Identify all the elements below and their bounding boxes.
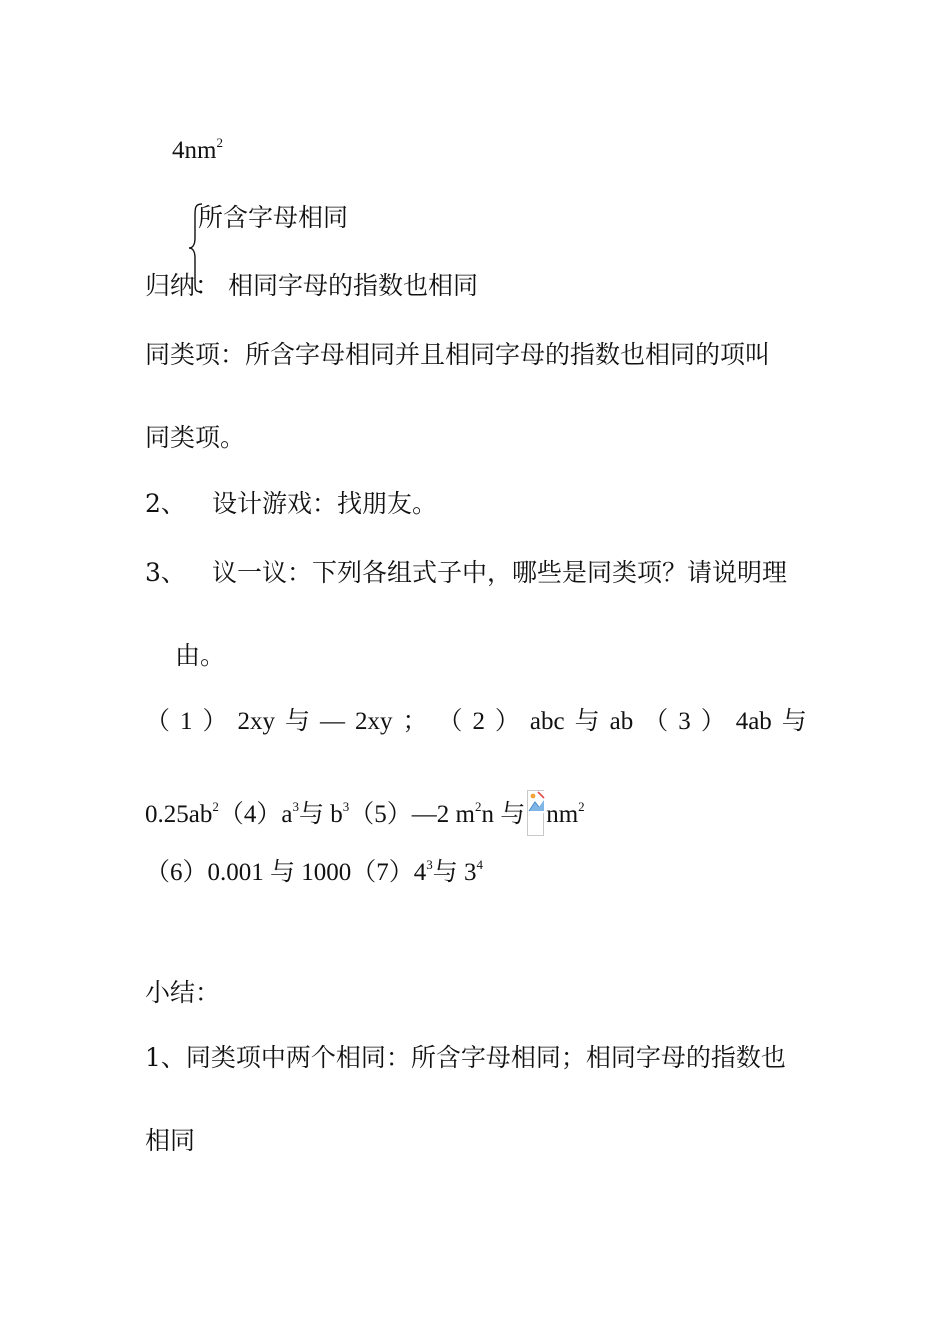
- token: ）: [202, 708, 228, 735]
- item-3-number: 3、: [145, 558, 186, 587]
- token: 与: [781, 708, 807, 735]
- token: —: [319, 708, 345, 735]
- token: （: [437, 708, 463, 735]
- token: abc: [529, 708, 565, 735]
- summary-line-1: 1、同类项中两个相同：所含字母相同；相同字母的指数也: [145, 1043, 786, 1072]
- exercise-row-2: $0.25ab^2(4)a^3$与 $b^3(5)—2$ $m^2n$ 与 $nm^2$: [145, 790, 585, 836]
- token: 与: [574, 708, 600, 735]
- broken-image-icon: [527, 790, 544, 836]
- token: 与: [284, 708, 310, 735]
- token: （: [643, 708, 669, 735]
- item-2-number: 2、: [145, 489, 186, 518]
- definition-line-1: 同类项：所含字母相同并且相同字母的指数也相同的项叫: [145, 340, 771, 369]
- token: 2xy: [237, 708, 275, 735]
- induction-point-2: 相同字母的指数也相同: [228, 271, 479, 300]
- exercise-row-3: （6）0.001 与 $1000(7)4^3$与 $3^4$: [145, 857, 484, 886]
- induction-point-1: 所含字母相同: [198, 203, 349, 232]
- induction-label: 归纳：: [145, 271, 221, 300]
- summary-line-2: 相同: [145, 1126, 196, 1155]
- token: 2: [472, 708, 485, 735]
- token: 4ab: [735, 708, 772, 735]
- item-3-continuation: 由。: [175, 641, 226, 670]
- token: ）: [494, 708, 520, 735]
- item-3-text: 议一议：下列各组式子中，哪些是同类项？请说明理: [212, 558, 788, 587]
- token: ab: [609, 708, 634, 735]
- token: ）: [700, 708, 726, 735]
- summary-title: 小结：: [145, 978, 221, 1007]
- token: 2xy: [354, 708, 393, 735]
- definition-line-2: 同类项。: [145, 423, 246, 452]
- top-expression: $4nm^2$: [172, 135, 223, 164]
- item-2-text: 设计游戏：找朋友。: [212, 489, 438, 518]
- token: 3: [678, 708, 691, 735]
- token: 1: [180, 708, 193, 735]
- token: ；: [402, 708, 428, 735]
- token: （: [145, 708, 171, 735]
- exercise-row-1: [145, 707, 807, 737]
